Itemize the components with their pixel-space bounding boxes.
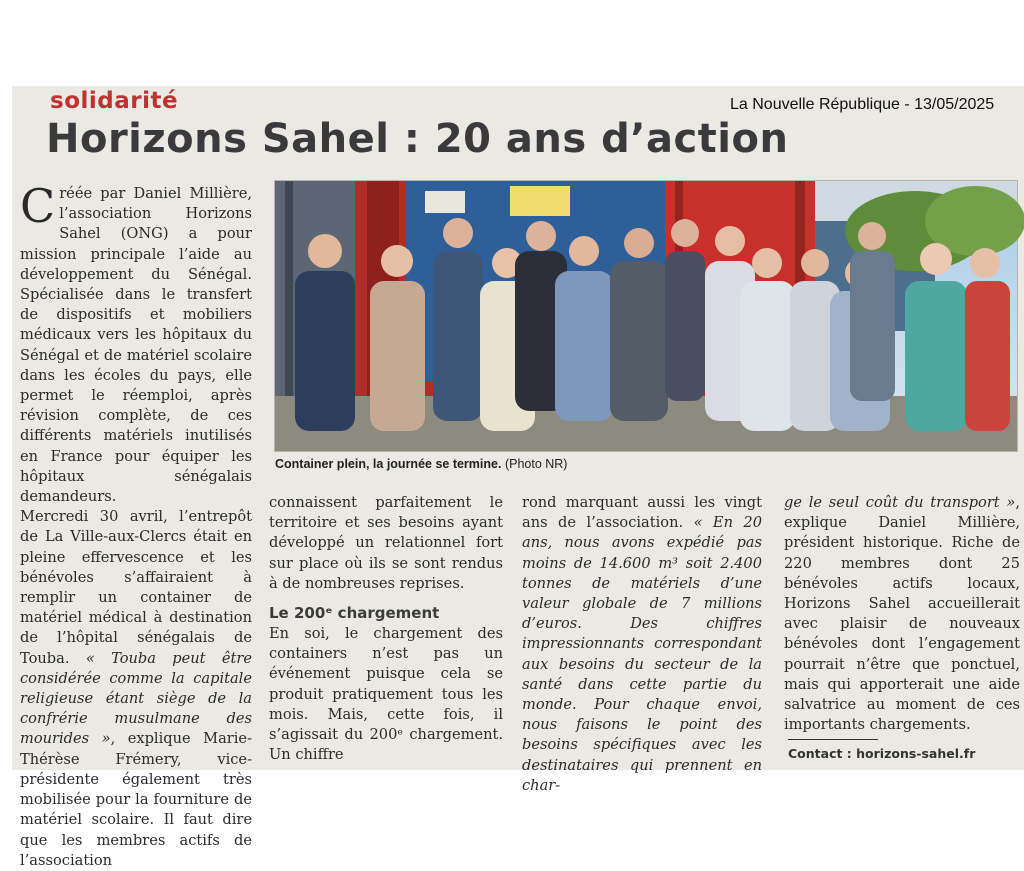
article-headline: Horizons Sahel : 20 ans d’action [46,116,789,162]
paragraph-text: rond marquant aussi les vingt ans de l’association. [522,494,762,532]
quote-text: ge le seul coût du transport » [784,494,1016,511]
paragraph-closing [784,493,1020,735]
quote-text: « En 20 ans, nous avons expédié pas moins de 14.600 m³ soit 2.400 tonnes de matériels d’une valeur globale de 7 millions d’euros. Des chiffres impressionnants correspondant aux besoins du secteur de la santé dans cette partie du monde. Pour chaque envoi, nous faisons le point des besoins spécifiques avec les destinataires qui prennent en char- [522,514,762,794]
newspaper-clipping [12,86,1024,869]
photo-credit: (Photo NR) [504,457,568,471]
paragraph-text: , explique Marie-Thérèse Frémery, vice-présidente également très mobilisée pour la fourniture de matériel scolaire. Il faut dire que les membres actifs de l’association [20,730,253,869]
article-column-4 [784,493,1020,735]
paragraph-text: réée par Daniel Millière, l’association Horizons Sahel (ONG) a pour mission principale l’aide au développement du Sénégal. Spécialisée dans le transfert de dispositifs et mobiliers médicaux vers les hôpitaux du Sénégal et de matériel scolaire dans les écoles du pays, elle permet le réemploi, après révision complète, de ces différents matériels inutilisés en France pour équiper les hôpitaux sénégalais demandeurs. [20,185,252,506]
contact-divider [788,739,878,740]
paragraph-text: connaissent parfaitement le territoire et ses besoins ayant développé un relationnel fort sur place où ils se sont rendus à de nombreuses reprises. [269,494,503,592]
article-column-2 [269,493,503,594]
section-kicker: solidarité [50,88,179,114]
paragraph-text: Mercredi 30 avril, l’entrepôt de La Ville-aux-Clercs était en pleine effervescence et les bénévoles s’affairaient à remplir un container de matériel médical à destination de l’hôpital sénégalais de Touba. [20,508,252,667]
paragraph-text: , explique Daniel Millière, président historique. Riche de 220 membres dont 25 bénévoles actifs locaux, Horizons Sahel accueillerait avec plaisir de nouveaux bénévoles dont l’engagement pourrait n’être que ponctuel, mais qui apporterait une aide salvatrice au moment de ces importants chargements. [784,494,1020,734]
source-line: La Nouvelle République - 13/05/2025 [730,96,995,113]
paragraph-warehouse [20,507,252,871]
contact-line: Contact : horizons-sahel.fr [788,746,976,761]
volunteers-photo-illustration [275,181,1017,451]
photo-caption [275,457,567,471]
article-column-2b [269,624,503,765]
article-column-1 [20,179,253,871]
paragraph-intro [20,179,252,507]
caption-text: Container plein, la journée se termine. [275,457,502,471]
paragraph-text: En soi, le chargement des containers n’est pas un événement puisque cela se produit pratiquement tous les mois. Mais, cette fois, il s’agissait du 200ᵉ chargement. Un chiffre [269,625,503,764]
paragraph-quote [522,493,762,796]
article-column-3 [522,493,762,796]
quote-text: « Touba peut être considérée comme la capitale religieuse étant siège de la confrérie musulmane des mourides » [20,649,253,748]
group-photo [274,180,1018,452]
subheading: Le 200ᵉ chargement [269,604,440,622]
drop-cap: C [20,179,56,233]
